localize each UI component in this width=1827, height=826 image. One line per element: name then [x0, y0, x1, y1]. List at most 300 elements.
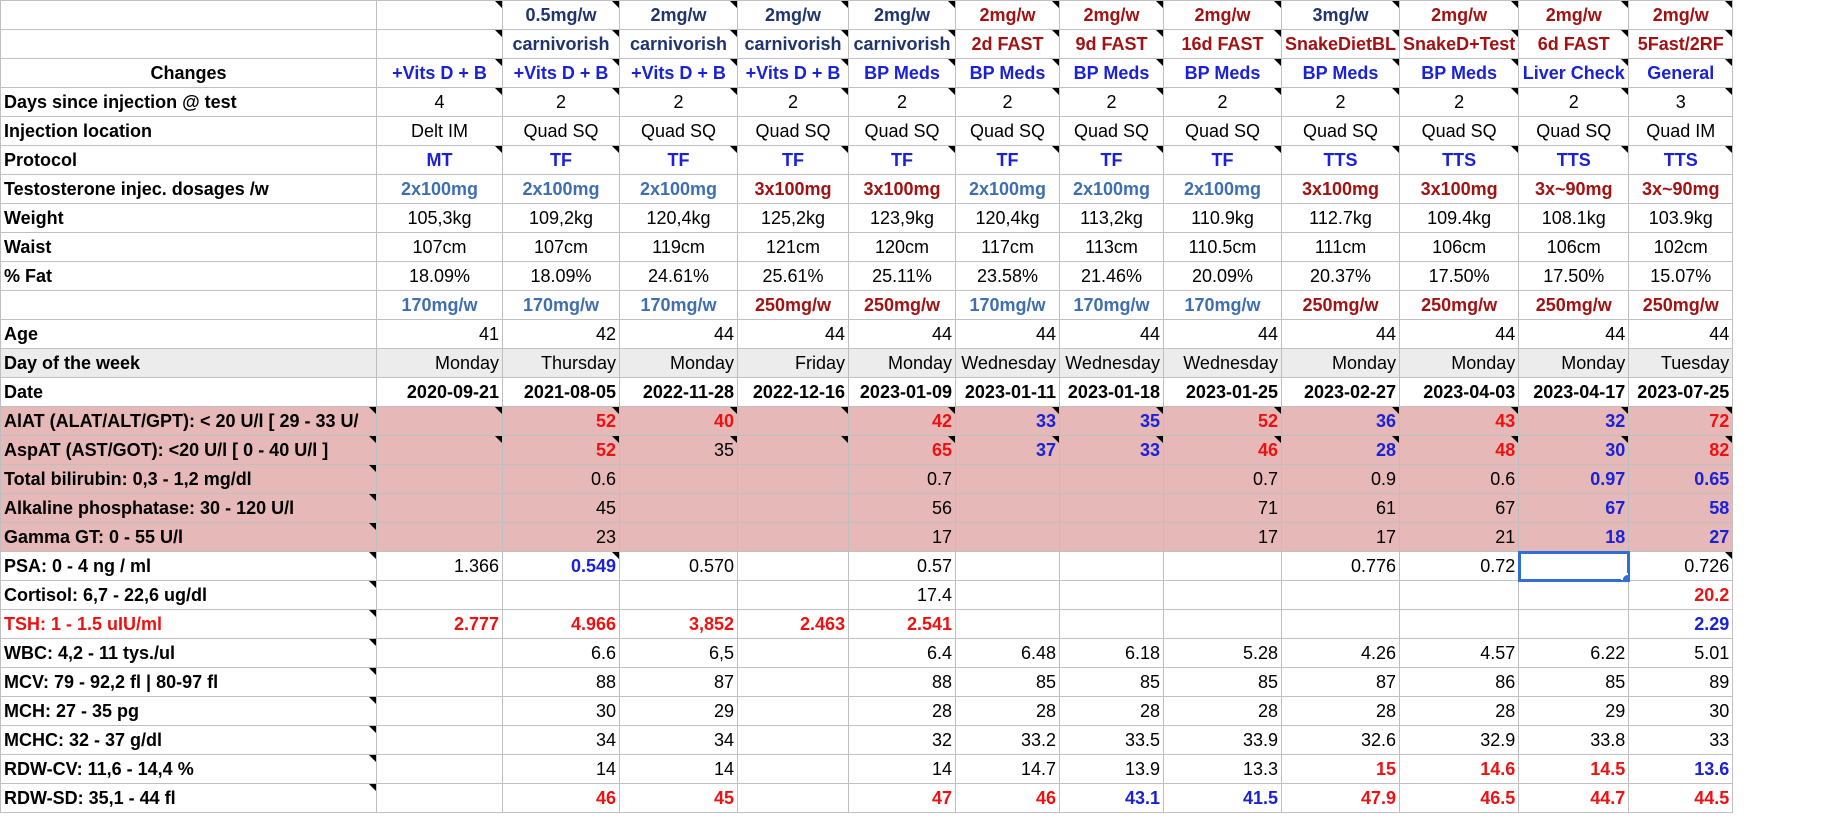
table-cell[interactable]: 87 — [620, 668, 738, 697]
table-cell[interactable]: 18 — [1519, 523, 1629, 552]
table-cell[interactable] — [1519, 610, 1629, 639]
table-cell[interactable]: 2023-01-11 — [956, 378, 1060, 407]
table-cell[interactable]: 2.29 — [1629, 610, 1733, 639]
table-cell[interactable]: Quad SQ — [1400, 117, 1519, 146]
table-cell[interactable]: 4 — [377, 88, 503, 117]
row-label[interactable]: MCV: 79 - 92,2 fl | 80-97 fl — [1, 668, 377, 697]
fill-handle[interactable] — [1621, 573, 1629, 581]
table-cell[interactable] — [377, 668, 503, 697]
header-row3-cell[interactable]: +Vits D + B — [377, 59, 503, 88]
table-cell[interactable]: 44 — [738, 320, 849, 349]
table-cell[interactable] — [620, 494, 738, 523]
table-cell[interactable]: 17 — [1282, 523, 1400, 552]
table-cell[interactable]: 45 — [503, 494, 620, 523]
header-row2-cell[interactable]: 16d FAST — [1164, 30, 1282, 59]
table-cell[interactable]: 2 — [849, 88, 956, 117]
table-cell[interactable]: 87 — [1282, 668, 1400, 697]
table-cell[interactable]: 14.6 — [1400, 755, 1519, 784]
table-cell[interactable] — [1282, 610, 1400, 639]
header-row1-cell[interactable]: 2mg/w — [1629, 1, 1733, 30]
header-row1-cell[interactable]: 2mg/w — [956, 1, 1060, 30]
row-label[interactable]: Waist — [1, 233, 377, 262]
table-cell[interactable]: 4.966 — [503, 610, 620, 639]
table-cell[interactable]: TTS — [1629, 146, 1733, 175]
table-cell[interactable]: 109.4kg — [1400, 204, 1519, 233]
table-cell[interactable]: 33 — [1629, 726, 1733, 755]
header-row2-cell[interactable]: 6d FAST — [1519, 30, 1629, 59]
table-cell[interactable]: 21.46% — [1060, 262, 1164, 291]
table-cell[interactable]: TF — [1164, 146, 1282, 175]
table-cell[interactable]: 41.5 — [1164, 784, 1282, 813]
table-cell[interactable]: 0.6 — [1400, 465, 1519, 494]
header-row3-cell[interactable]: BP Meds — [1164, 59, 1282, 88]
table-cell[interactable] — [738, 726, 849, 755]
table-cell[interactable] — [1164, 581, 1282, 610]
table-cell[interactable]: 15.07% — [1629, 262, 1733, 291]
table-cell[interactable] — [738, 523, 849, 552]
table-cell[interactable]: Wednesday — [956, 349, 1060, 378]
table-cell[interactable]: 25.11% — [849, 262, 956, 291]
table-cell[interactable]: 107cm — [377, 233, 503, 262]
table-cell[interactable]: 32.9 — [1400, 726, 1519, 755]
table-cell[interactable]: 3 — [1629, 88, 1733, 117]
table-cell[interactable]: 15 — [1282, 755, 1400, 784]
table-cell[interactable]: 28 — [1282, 697, 1400, 726]
table-cell[interactable] — [738, 639, 849, 668]
table-cell[interactable]: TTS — [1400, 146, 1519, 175]
table-cell[interactable]: 2 — [1164, 88, 1282, 117]
table-cell[interactable]: 6.6 — [503, 639, 620, 668]
table-cell[interactable]: 67 — [1400, 494, 1519, 523]
header-row3-cell[interactable]: BP Meds — [956, 59, 1060, 88]
table-cell[interactable] — [377, 755, 503, 784]
table-cell[interactable]: Delt IM — [377, 117, 503, 146]
table-cell[interactable]: 2.777 — [377, 610, 503, 639]
header-row2-cell[interactable]: carnivorish — [738, 30, 849, 59]
table-cell[interactable]: 2023-04-03 — [1400, 378, 1519, 407]
table-cell[interactable]: Quad SQ — [1060, 117, 1164, 146]
table-cell[interactable]: 47 — [849, 784, 956, 813]
table-cell[interactable]: 3x100mg — [1282, 175, 1400, 204]
table-cell[interactable]: 2 — [503, 88, 620, 117]
table-cell[interactable]: 170mg/w — [503, 291, 620, 320]
table-cell[interactable]: 0.72 — [1400, 552, 1519, 581]
table-cell[interactable]: 0.549 — [503, 552, 620, 581]
table-cell[interactable]: 52 — [503, 436, 620, 465]
table-cell[interactable]: 2022-11-28 — [620, 378, 738, 407]
row-label[interactable]: WBC: 4,2 - 11 tys./ul — [1, 639, 377, 668]
table-cell[interactable]: 0.726 — [1629, 552, 1733, 581]
table-cell[interactable] — [1060, 610, 1164, 639]
table-cell[interactable] — [503, 581, 620, 610]
table-cell[interactable]: TF — [956, 146, 1060, 175]
table-cell[interactable]: 170mg/w — [377, 291, 503, 320]
table-cell[interactable] — [377, 726, 503, 755]
table-cell[interactable]: 0.776 — [1282, 552, 1400, 581]
table-cell[interactable]: 33.2 — [956, 726, 1060, 755]
table-cell[interactable] — [1060, 523, 1164, 552]
table-cell[interactable]: 17.4 — [849, 581, 956, 610]
header-row3-cell[interactable]: General — [1629, 59, 1733, 88]
header-row1-cell[interactable]: 2mg/w — [620, 1, 738, 30]
table-cell[interactable]: 42 — [849, 407, 956, 436]
table-cell[interactable]: 27 — [1629, 523, 1733, 552]
table-cell[interactable]: 28 — [849, 697, 956, 726]
table-cell[interactable]: 25.61% — [738, 262, 849, 291]
table-cell[interactable]: 250mg/w — [1282, 291, 1400, 320]
header-row2-cell[interactable]: carnivorish — [849, 30, 956, 59]
table-cell[interactable]: 170mg/w — [620, 291, 738, 320]
table-cell[interactable]: 0.97 — [1519, 465, 1629, 494]
table-cell[interactable]: MT — [377, 146, 503, 175]
table-cell[interactable] — [620, 581, 738, 610]
table-cell[interactable]: 58 — [1629, 494, 1733, 523]
table-cell[interactable]: 13.9 — [1060, 755, 1164, 784]
table-cell[interactable]: 112.7kg — [1282, 204, 1400, 233]
table-cell[interactable]: Quad SQ — [503, 117, 620, 146]
table-cell[interactable]: Thursday — [503, 349, 620, 378]
table-cell[interactable]: TF — [503, 146, 620, 175]
table-cell[interactable]: 29 — [620, 697, 738, 726]
table-cell[interactable]: 4.57 — [1400, 639, 1519, 668]
table-cell[interactable]: 119cm — [620, 233, 738, 262]
table-cell[interactable]: 40 — [620, 407, 738, 436]
table-cell[interactable]: TF — [849, 146, 956, 175]
table-cell[interactable]: 2021-08-05 — [503, 378, 620, 407]
table-cell[interactable] — [1060, 465, 1164, 494]
header-row2-cell[interactable]: SnakeD+Test — [1400, 30, 1519, 59]
table-cell[interactable]: 44 — [1282, 320, 1400, 349]
table-cell[interactable]: 32.6 — [1282, 726, 1400, 755]
table-cell[interactable]: 33.8 — [1519, 726, 1629, 755]
header-row1-cell[interactable]: 3mg/w — [1282, 1, 1400, 30]
row-label[interactable]: RDW-SD: 35,1 - 44 fl — [1, 784, 377, 813]
table-cell[interactable]: Quad IM — [1629, 117, 1733, 146]
table-cell[interactable] — [1282, 581, 1400, 610]
table-cell[interactable]: 33.5 — [1060, 726, 1164, 755]
table-cell[interactable] — [377, 639, 503, 668]
table-cell[interactable]: 20.37% — [1282, 262, 1400, 291]
table-cell[interactable]: 85 — [1519, 668, 1629, 697]
table-cell[interactable]: 107cm — [503, 233, 620, 262]
table-cell[interactable]: 14 — [503, 755, 620, 784]
table-cell[interactable]: Quad SQ — [620, 117, 738, 146]
table-cell[interactable]: 3x100mg — [738, 175, 849, 204]
table-cell[interactable]: 17.50% — [1519, 262, 1629, 291]
row-label[interactable]: Injection location — [1, 117, 377, 146]
table-cell[interactable] — [738, 436, 849, 465]
table-cell[interactable] — [1400, 581, 1519, 610]
header-row3-cell[interactable]: BP Meds — [1400, 59, 1519, 88]
table-cell[interactable] — [1060, 552, 1164, 581]
table-cell[interactable] — [620, 523, 738, 552]
table-cell[interactable]: 3,852 — [620, 610, 738, 639]
table-cell[interactable]: 33.9 — [1164, 726, 1282, 755]
table-cell[interactable] — [956, 581, 1060, 610]
table-cell[interactable]: 20.2 — [1629, 581, 1733, 610]
row-label[interactable]: Protocol — [1, 146, 377, 175]
table-cell[interactable]: 44 — [620, 320, 738, 349]
table-cell[interactable]: 2x100mg — [1060, 175, 1164, 204]
table-cell[interactable]: TTS — [1282, 146, 1400, 175]
table-cell[interactable]: 110.5cm — [1164, 233, 1282, 262]
row-label[interactable] — [1, 291, 377, 320]
table-cell[interactable]: 120,4kg — [956, 204, 1060, 233]
table-cell[interactable]: 2x100mg — [377, 175, 503, 204]
table-cell[interactable]: 2023-02-27 — [1282, 378, 1400, 407]
table-cell[interactable] — [956, 523, 1060, 552]
table-cell[interactable]: 2022-12-16 — [738, 378, 849, 407]
header-row3-cell[interactable]: +Vits D + B — [620, 59, 738, 88]
table-cell[interactable]: 30 — [503, 697, 620, 726]
table-cell[interactable]: 47.9 — [1282, 784, 1400, 813]
table-cell[interactable]: 250mg/w — [738, 291, 849, 320]
header-row2-cell[interactable]: 5Fast/2RF — [1629, 30, 1733, 59]
row-label[interactable]: Age — [1, 320, 377, 349]
table-cell[interactable]: 2023-04-17 — [1519, 378, 1629, 407]
table-cell[interactable]: 56 — [849, 494, 956, 523]
header-row1-cell[interactable]: 2mg/w — [849, 1, 956, 30]
table-cell[interactable]: 17 — [849, 523, 956, 552]
table-cell[interactable]: 82 — [1629, 436, 1733, 465]
table-cell[interactable] — [738, 668, 849, 697]
table-cell[interactable]: 0.7 — [1164, 465, 1282, 494]
table-cell[interactable] — [956, 552, 1060, 581]
table-cell[interactable]: 32 — [1519, 407, 1629, 436]
row-label[interactable]: Total bilirubin: 0,3 - 1,2 mg/dl — [1, 465, 377, 494]
table-cell[interactable]: 6.18 — [1060, 639, 1164, 668]
table-cell[interactable]: 170mg/w — [1060, 291, 1164, 320]
table-cell[interactable]: 0.570 — [620, 552, 738, 581]
header-row3-cell[interactable]: +Vits D + B — [503, 59, 620, 88]
table-cell[interactable]: 4.26 — [1282, 639, 1400, 668]
table-cell[interactable]: 14 — [620, 755, 738, 784]
header-label-cell[interactable] — [1, 30, 377, 59]
table-cell[interactable]: 113,2kg — [1060, 204, 1164, 233]
table-cell[interactable] — [1060, 581, 1164, 610]
table-cell[interactable]: 28 — [1164, 697, 1282, 726]
table-cell[interactable]: 34 — [503, 726, 620, 755]
table-cell[interactable]: 52 — [1164, 407, 1282, 436]
table-cell[interactable]: 28 — [1282, 436, 1400, 465]
table-cell[interactable] — [738, 552, 849, 581]
header-row1-cell[interactable]: 2mg/w — [1164, 1, 1282, 30]
table-cell[interactable]: 170mg/w — [956, 291, 1060, 320]
table-cell[interactable]: 2 — [738, 88, 849, 117]
table-cell[interactable]: 28 — [956, 697, 1060, 726]
selected-cell[interactable] — [1519, 552, 1629, 581]
table-cell[interactable]: 13.3 — [1164, 755, 1282, 784]
table-cell[interactable]: 250mg/w — [1519, 291, 1629, 320]
table-cell[interactable]: 33 — [956, 407, 1060, 436]
table-cell[interactable]: 2x100mg — [1164, 175, 1282, 204]
table-cell[interactable]: 34 — [620, 726, 738, 755]
table-cell[interactable]: 17 — [1164, 523, 1282, 552]
table-cell[interactable]: 2x100mg — [956, 175, 1060, 204]
table-cell[interactable]: Tuesday — [1629, 349, 1733, 378]
table-cell[interactable] — [738, 755, 849, 784]
table-cell[interactable] — [377, 581, 503, 610]
table-cell[interactable]: 43.1 — [1060, 784, 1164, 813]
table-cell[interactable]: 6.48 — [956, 639, 1060, 668]
table-cell[interactable]: 52 — [503, 407, 620, 436]
table-cell[interactable]: 106cm — [1400, 233, 1519, 262]
table-cell[interactable]: 170mg/w — [1164, 291, 1282, 320]
table-cell[interactable]: Monday — [620, 349, 738, 378]
table-cell[interactable]: 21 — [1400, 523, 1519, 552]
header-row2-cell[interactable]: SnakeDietBL — [1282, 30, 1400, 59]
table-cell[interactable] — [1519, 581, 1629, 610]
table-cell[interactable] — [1164, 610, 1282, 639]
table-cell[interactable]: 20.09% — [1164, 262, 1282, 291]
header-row2-cell[interactable]: 9d FAST — [1060, 30, 1164, 59]
table-cell[interactable]: 2 — [1519, 88, 1629, 117]
table-cell[interactable]: 3x~90mg — [1629, 175, 1733, 204]
table-cell[interactable]: 44 — [956, 320, 1060, 349]
table-cell[interactable]: 85 — [956, 668, 1060, 697]
row-label[interactable]: Day of the week — [1, 349, 377, 378]
table-cell[interactable]: 125,2kg — [738, 204, 849, 233]
header-row2-cell[interactable]: carnivorish — [503, 30, 620, 59]
table-cell[interactable]: 109,2kg — [503, 204, 620, 233]
header-row1-cell[interactable]: 2mg/w — [738, 1, 849, 30]
table-cell[interactable]: Friday — [738, 349, 849, 378]
table-cell[interactable]: Monday — [849, 349, 956, 378]
table-cell[interactable]: 108.1kg — [1519, 204, 1629, 233]
table-cell[interactable]: Quad SQ — [1282, 117, 1400, 146]
table-cell[interactable]: Wednesday — [1164, 349, 1282, 378]
table-cell[interactable] — [377, 494, 503, 523]
table-cell[interactable]: Monday — [377, 349, 503, 378]
table-cell[interactable]: 44 — [1519, 320, 1629, 349]
table-cell[interactable]: 2 — [1060, 88, 1164, 117]
table-cell[interactable] — [620, 465, 738, 494]
table-cell[interactable]: 33 — [1060, 436, 1164, 465]
table-cell[interactable]: Quad SQ — [956, 117, 1060, 146]
table-cell[interactable]: 88 — [503, 668, 620, 697]
table-cell[interactable]: TTS — [1519, 146, 1629, 175]
table-cell[interactable]: 41 — [377, 320, 503, 349]
header-row2-cell[interactable]: carnivorish — [620, 30, 738, 59]
row-label[interactable]: Days since injection @ test — [1, 88, 377, 117]
table-cell[interactable] — [1164, 552, 1282, 581]
table-cell[interactable]: Monday — [1282, 349, 1400, 378]
table-cell[interactable]: 18.09% — [503, 262, 620, 291]
table-cell[interactable]: 2x100mg — [620, 175, 738, 204]
table-cell[interactable]: 44 — [849, 320, 956, 349]
table-cell[interactable] — [738, 784, 849, 813]
header-row1-cell[interactable]: 2mg/w — [1400, 1, 1519, 30]
table-cell[interactable]: 3x100mg — [849, 175, 956, 204]
table-cell[interactable]: 5.28 — [1164, 639, 1282, 668]
table-cell[interactable]: 88 — [849, 668, 956, 697]
header-row2-cell[interactable]: 2d FAST — [956, 30, 1060, 59]
table-cell[interactable]: TF — [738, 146, 849, 175]
table-cell[interactable]: 117cm — [956, 233, 1060, 262]
table-cell[interactable]: 14.7 — [956, 755, 1060, 784]
table-cell[interactable]: 30 — [1519, 436, 1629, 465]
table-cell[interactable]: 6.4 — [849, 639, 956, 668]
row-label[interactable]: Date — [1, 378, 377, 407]
table-cell[interactable]: 24.61% — [620, 262, 738, 291]
header-row3-cell[interactable]: +Vits D + B — [738, 59, 849, 88]
header-row1-cell[interactable]: 2mg/w — [1060, 1, 1164, 30]
changes-label[interactable]: Changes — [1, 59, 377, 88]
row-label[interactable]: RDW-CV: 11,6 - 14,4 % — [1, 755, 377, 784]
table-cell[interactable] — [738, 581, 849, 610]
table-cell[interactable]: 65 — [849, 436, 956, 465]
row-label[interactable]: Alkaline phosphatase: 30 - 120 U/l — [1, 494, 377, 523]
table-cell[interactable]: 3x~90mg — [1519, 175, 1629, 204]
table-cell[interactable]: 28 — [1400, 697, 1519, 726]
table-cell[interactable]: 2.463 — [738, 610, 849, 639]
table-cell[interactable]: 28 — [1060, 697, 1164, 726]
table-cell[interactable]: 2020-09-21 — [377, 378, 503, 407]
table-cell[interactable]: 2x100mg — [503, 175, 620, 204]
table-cell[interactable]: Quad SQ — [849, 117, 956, 146]
table-cell[interactable] — [956, 465, 1060, 494]
table-cell[interactable]: 44 — [1164, 320, 1282, 349]
table-cell[interactable] — [738, 697, 849, 726]
table-cell[interactable]: 23.58% — [956, 262, 1060, 291]
row-label[interactable]: MCHC: 32 - 37 g/dl — [1, 726, 377, 755]
table-cell[interactable] — [377, 523, 503, 552]
table-cell[interactable]: 0.65 — [1629, 465, 1733, 494]
row-label[interactable]: AspAT (AST/GOT): <20 U/l [ 0 - 40 U/l ] — [1, 436, 377, 465]
table-cell[interactable]: 46 — [956, 784, 1060, 813]
table-cell[interactable]: 2023-01-25 — [1164, 378, 1282, 407]
table-cell[interactable]: 0.57 — [849, 552, 956, 581]
table-cell[interactable] — [738, 494, 849, 523]
table-cell[interactable]: 44.5 — [1629, 784, 1733, 813]
table-cell[interactable]: 61 — [1282, 494, 1400, 523]
table-cell[interactable]: 46 — [1164, 436, 1282, 465]
table-cell[interactable]: 72 — [1629, 407, 1733, 436]
header-row3-cell[interactable]: Liver Check — [1519, 59, 1629, 88]
table-cell[interactable]: 18.09% — [377, 262, 503, 291]
table-cell[interactable]: 67 — [1519, 494, 1629, 523]
table-cell[interactable] — [377, 407, 503, 436]
table-cell[interactable]: 43 — [1400, 407, 1519, 436]
table-cell[interactable]: 120,4kg — [620, 204, 738, 233]
table-cell[interactable]: 14.5 — [1519, 755, 1629, 784]
table-cell[interactable]: TF — [1060, 146, 1164, 175]
table-cell[interactable] — [1400, 610, 1519, 639]
table-cell[interactable]: 71 — [1164, 494, 1282, 523]
table-cell[interactable]: 35 — [620, 436, 738, 465]
table-cell[interactable]: 103.9kg — [1629, 204, 1733, 233]
table-cell[interactable]: 44.7 — [1519, 784, 1629, 813]
table-cell[interactable] — [377, 465, 503, 494]
table-cell[interactable]: 85 — [1060, 668, 1164, 697]
table-cell[interactable]: 250mg/w — [849, 291, 956, 320]
table-cell[interactable] — [956, 610, 1060, 639]
table-cell[interactable] — [1060, 494, 1164, 523]
table-cell[interactable]: 23 — [503, 523, 620, 552]
row-label[interactable]: TSH: 1 - 1.5 uIU/ml — [1, 610, 377, 639]
table-cell[interactable]: 2023-01-09 — [849, 378, 956, 407]
table-cell[interactable]: 36 — [1282, 407, 1400, 436]
table-cell[interactable]: 110.9kg — [1164, 204, 1282, 233]
row-label[interactable]: Testosterone injec. dosages /w — [1, 175, 377, 204]
table-cell[interactable]: 6.22 — [1519, 639, 1629, 668]
table-cell[interactable]: 3x100mg — [1400, 175, 1519, 204]
header-row3-cell[interactable]: BP Meds — [1060, 59, 1164, 88]
table-cell[interactable]: 2 — [620, 88, 738, 117]
table-cell[interactable]: 85 — [1164, 668, 1282, 697]
header-row3-cell[interactable]: BP Meds — [1282, 59, 1400, 88]
table-cell[interactable]: 44 — [1060, 320, 1164, 349]
